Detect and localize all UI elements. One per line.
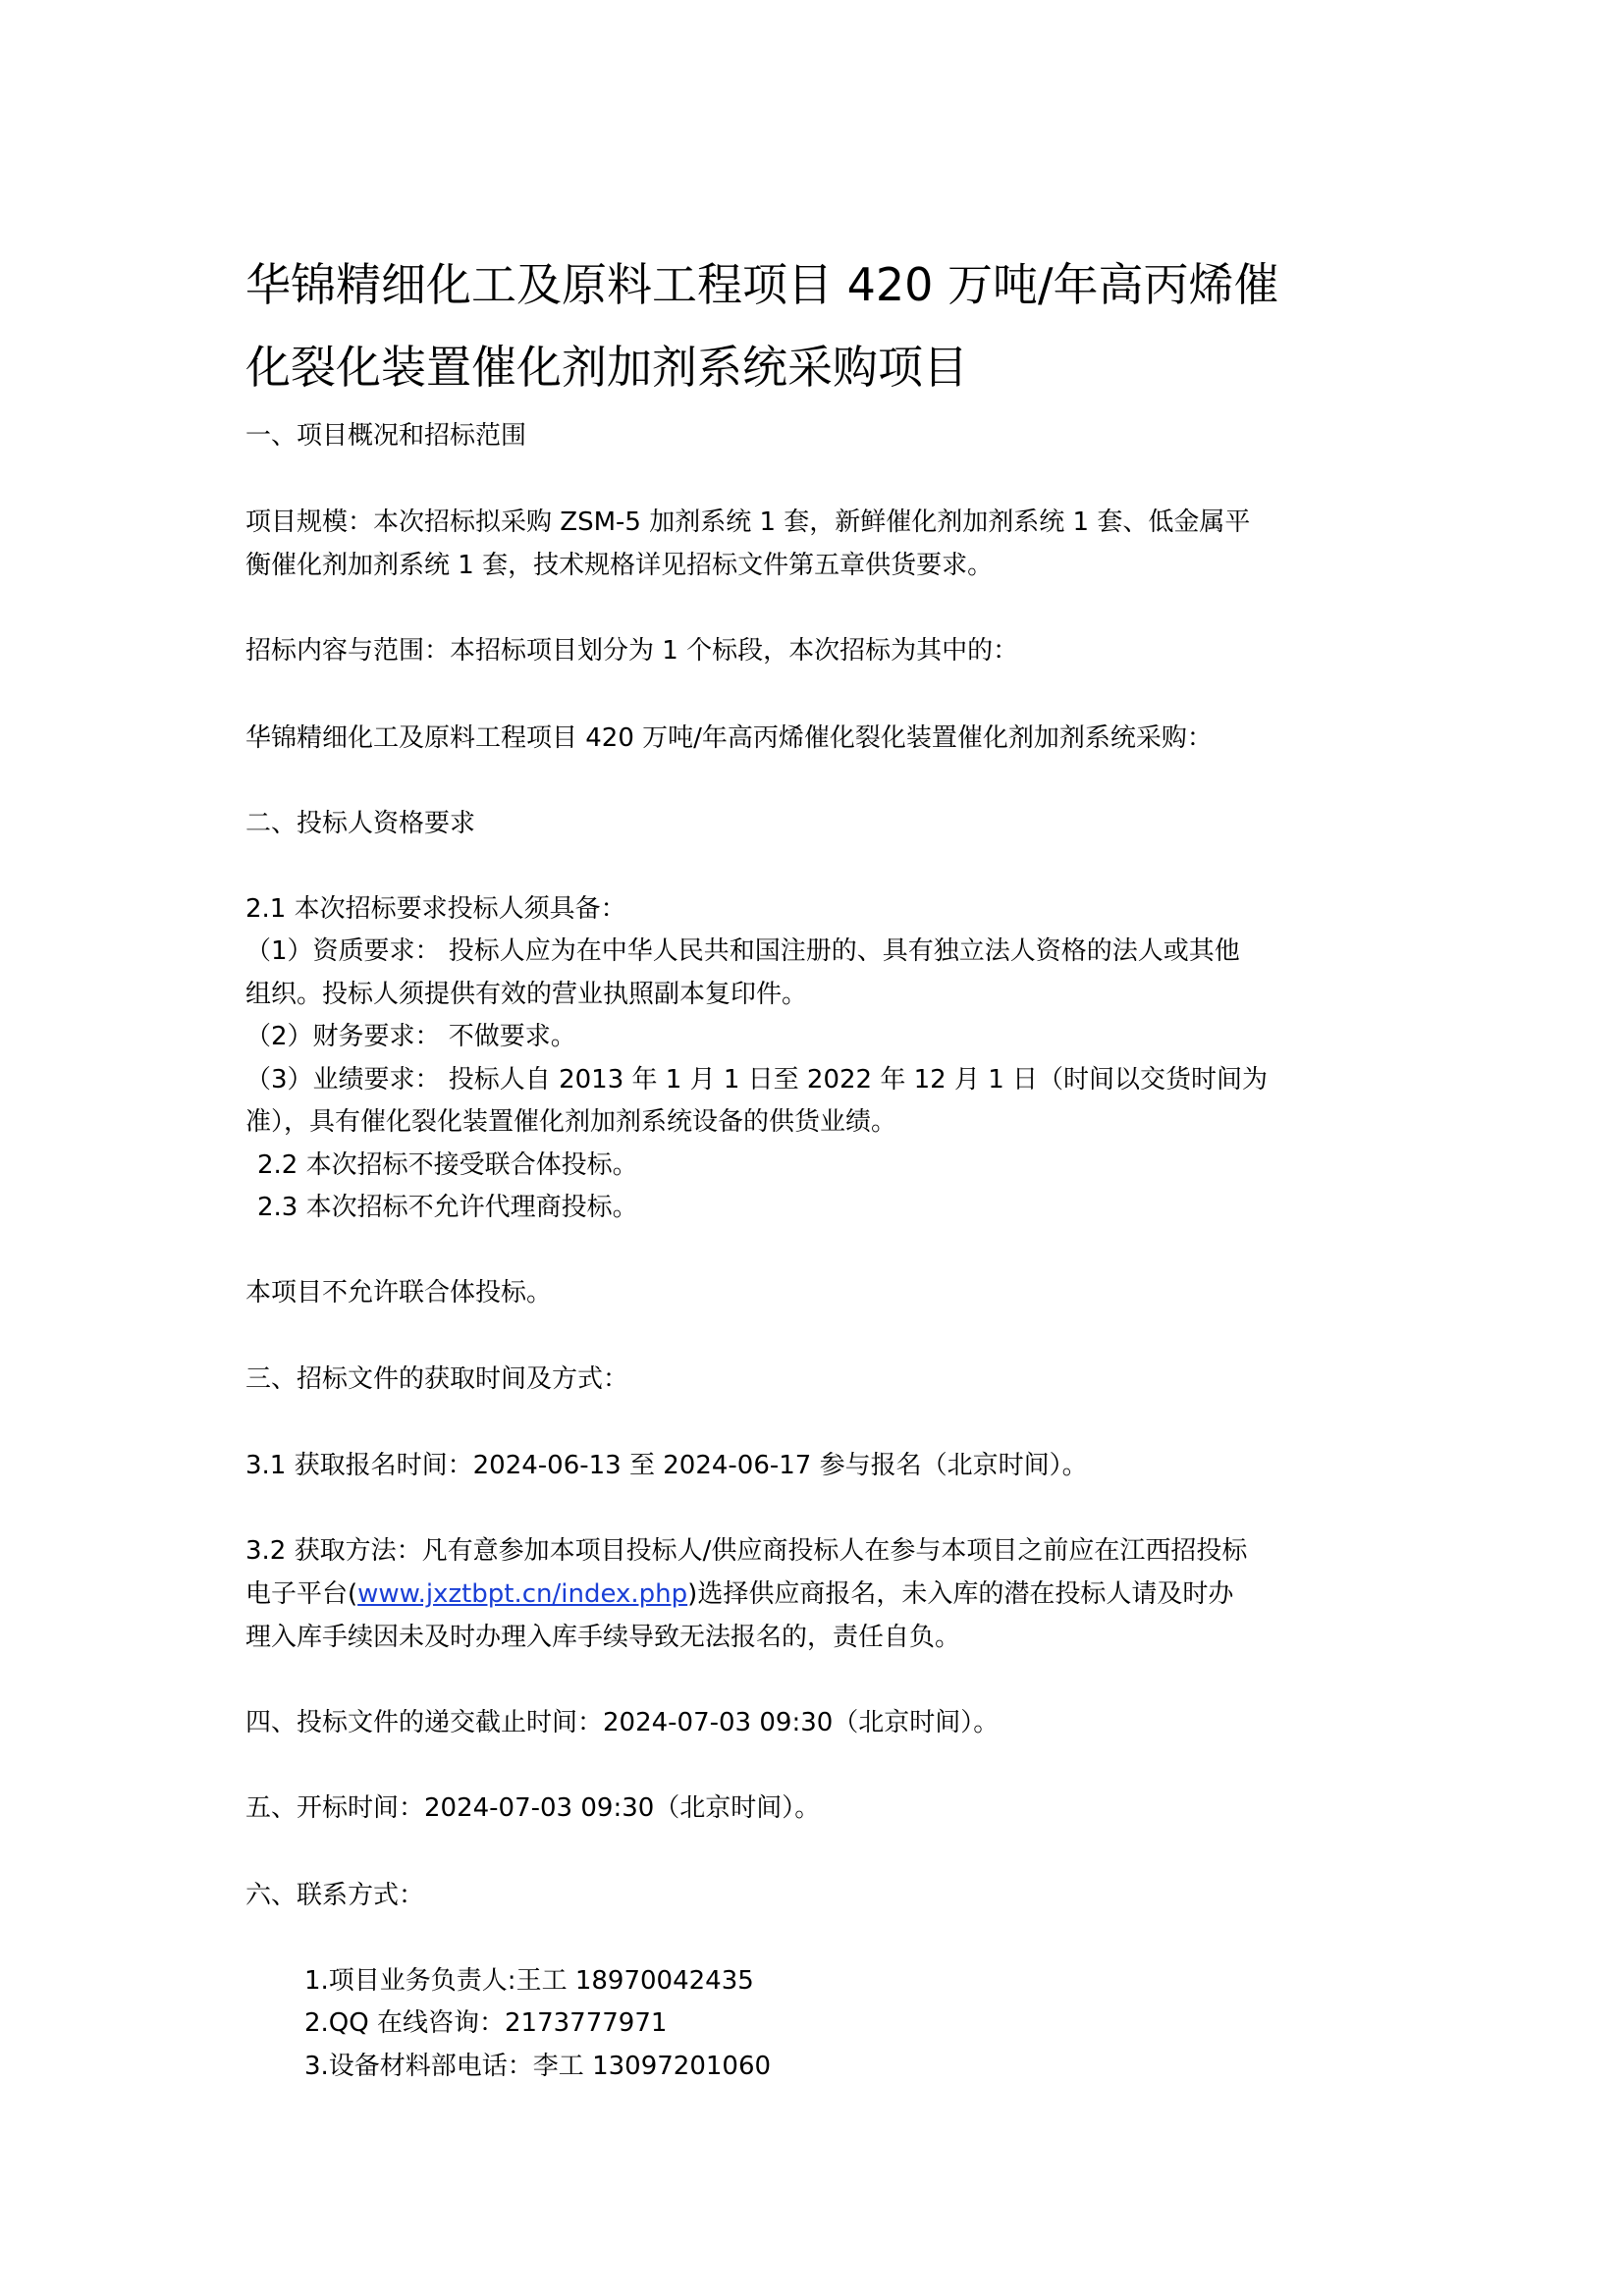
performance-requirement-line-2: 准），具有催化裂化装置催化剂加剂系统设备的供货业绩。 [245, 1107, 897, 1137]
requirement-2-3: 2.3 本次招标不允许代理商投标。 [257, 1193, 638, 1222]
project-scale-line-1: 项目规模：本次招标拟采购 ZSM-5 加剂系统 1 套，新鲜催化剂加剂系统 1 套、低金属平 [245, 507, 1251, 537]
section-2-heading: 二、投标人资格要求 [245, 809, 476, 838]
acquire-method-line-3: 理入库手续因未及时办理入库手续导致无法报名的，责任自负。 [245, 1623, 961, 1652]
qualification-requirement-line-2: 组织。投标人须提供有效的营业执照副本复印件。 [245, 980, 808, 1009]
requirement-2-1: 2.1 本次招标要求投标人须具备： [245, 894, 626, 924]
document-title-line-1: 华锦精细化工及原料工程项目 420 万吨/年高丙烯催 [245, 258, 1279, 311]
project-scale-line-2: 衡催化剂加剂系统 1 套，技术规格详见招标文件第五章供货要求。 [245, 551, 994, 580]
section-4-deadline: 四、投标文件的递交截止时间：2024-07-03 09:30（北京时间）。 [245, 1708, 1000, 1737]
acquire-method-line-2 [245, 1573, 1233, 1616]
acquire-method-line-1: 3.2 获取方法：凡有意参加本项目投标人/供应商投标人在参与本项目之前应在江西招投标 [245, 1536, 1248, 1566]
section-5-opening-time: 五、开标时间：2024-07-03 09:30（北京时间）。 [245, 1793, 821, 1823]
section-3-heading: 三、招标文件的获取时间及方式： [245, 1364, 629, 1394]
requirement-2-2: 2.2 本次招标不接受联合体投标。 [257, 1150, 638, 1180]
acquire-method-prefix: 电子平台( [245, 1579, 358, 1609]
qualification-requirement-line-1: （1）资质要求： 投标人应为在中华人民共和国注册的、具有独立法人资格的法人或其他 [245, 936, 1240, 966]
project-name-line: 华锦精细化工及原料工程项目 420 万吨/年高丙烯催化裂化装置催化剂加剂系统采购： [245, 723, 1213, 753]
platform-link[interactable]: www.jxztbpt.cn/index.php [357, 1579, 688, 1609]
acquire-method-suffix: )选择供应商报名，未入库的潜在投标人请及时办 [687, 1579, 1234, 1609]
section-1-heading: 一、项目概况和招标范围 [245, 421, 527, 451]
contact-3: 3.设备材料部电话：李工 13097201060 [304, 2052, 772, 2081]
contact-1: 1.项目业务负责人:王工 18970042435 [304, 1966, 754, 1996]
document-title-line-2: 化裂化装置催化剂加剂系统采购项目 [245, 341, 968, 394]
financial-requirement: （2）财务要求： 不做要求。 [245, 1022, 576, 1051]
performance-requirement-line-1: （3）业绩要求： 投标人自 2013 年 1 月 1 日至 2022 年 12 月 1 日（时间以交货时间为 [245, 1065, 1269, 1095]
consortium-note: 本项目不允许联合体投标。 [245, 1278, 553, 1308]
section-6-heading: 六、联系方式： [245, 1881, 425, 1910]
contact-2: 2.QQ 在线咨询：2173777971 [304, 2008, 668, 2038]
bid-scope-line: 招标内容与范围：本招标项目划分为 1 个标段，本次招标为其中的： [245, 636, 1019, 666]
acquire-time: 3.1 获取报名时间：2024-06-13 至 2024-06-17 参与报名（北京时间）。 [245, 1451, 1088, 1480]
